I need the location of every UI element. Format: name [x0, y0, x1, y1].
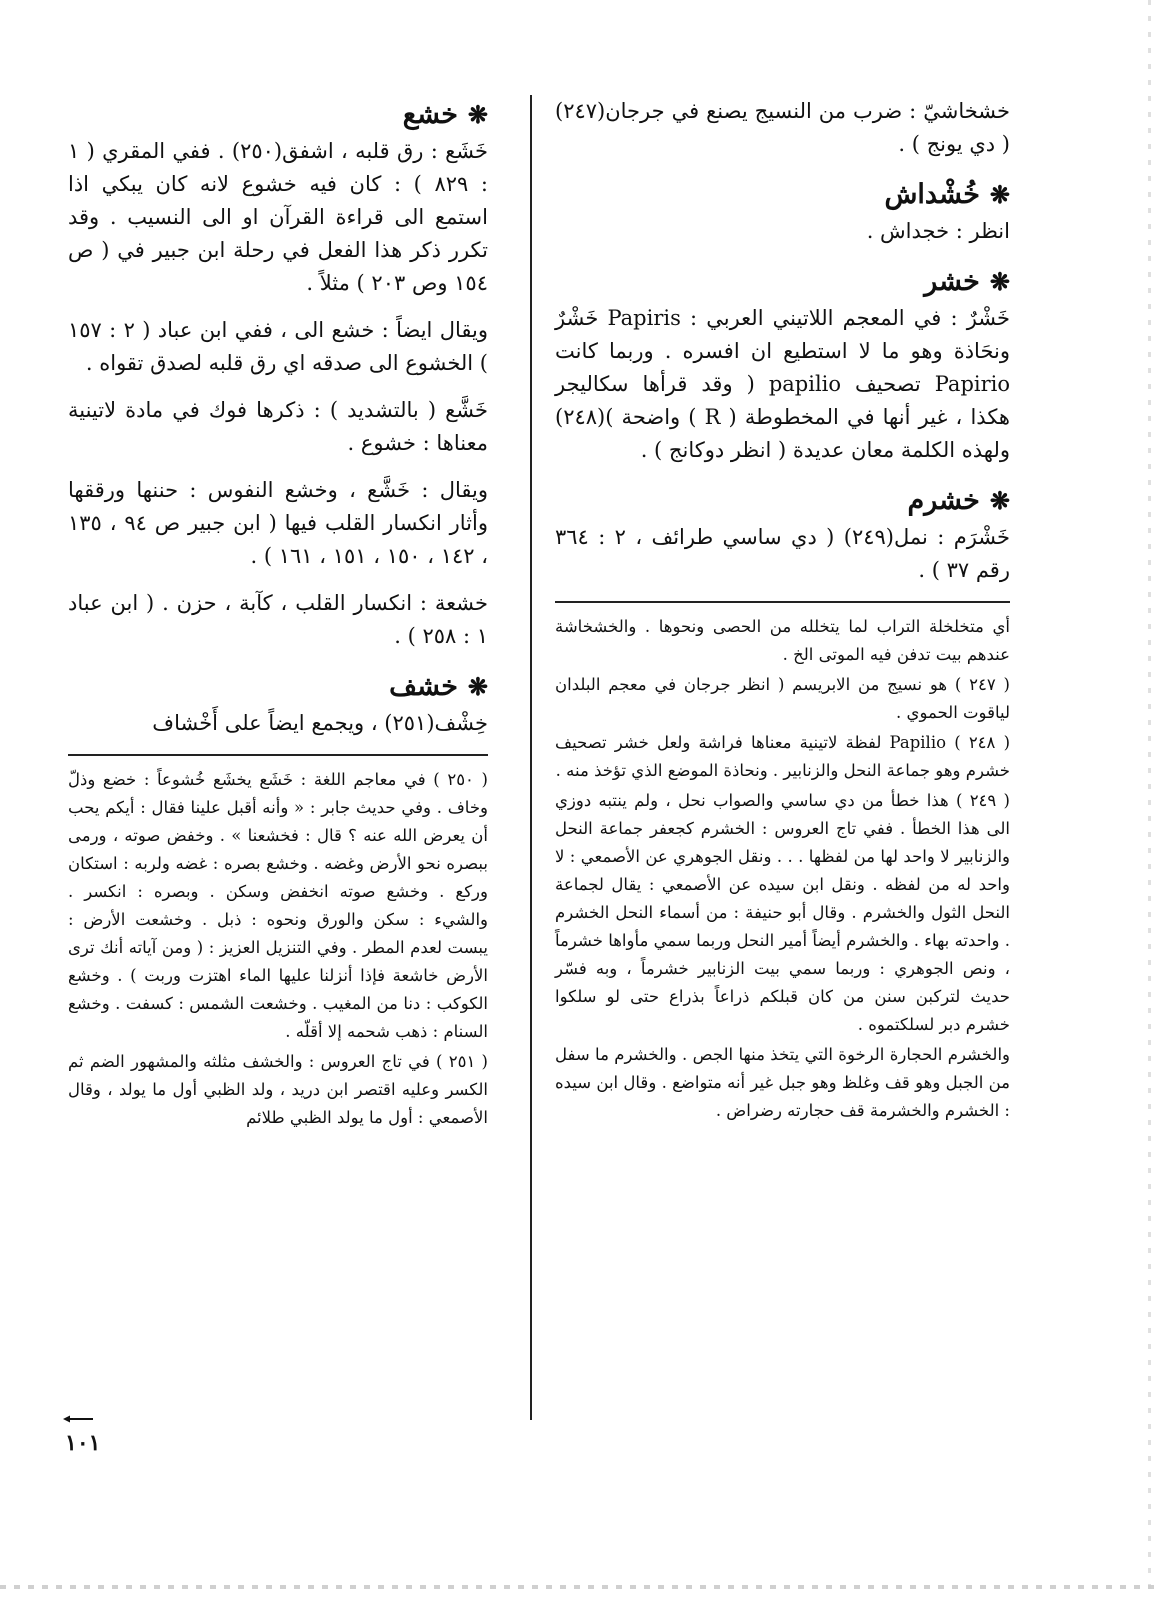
footnote: ( ٢٤٩ ) هذا خطأ من دي ساسي والصواب نحل ، ولم ينتبه دوزي الى هذا الخطأ . ففي تاج العروس : الخشرم كجعفر جماعة النحل والزنابير لا واحد لها من لفظها . . . ونقل الجوهري عن الأصمعي : لا واحد له من لفظه . ونقل ابن سيده عن الأصمعي : يقال لجماعة النحل الثول والخشرم . وقال أبو حنيفة : من أسماء النحل الخشرم . واحدته بهاء . والخشرم أيضاً أمير النحل وربما سمي مأواها خشرماً ، ونص الجوهري : وربما سمي بيت الزنابير خشرماً ، وبه فسّر حديث لتركبن سنن من كان قبلكم ذراعاً بذراع حتى لو سلكوا خشرم دبر لسلكتموه .	[555, 790, 1010, 1034]
asterisk-icon: ❋	[989, 180, 1010, 209]
footnotes-right	[555, 613, 1010, 1125]
entry-text: خَشْرٌ : في المعجم اللاتيني العربي : Papiris خَشْرٌ ونحَاذة وهو ما لا استطيع ان افسره . وربما كانت Papirio تصحيف papilio ( وقد قرأها سكاليجر هكذا ، غير أنها في المخطوطة ( R ) واضحة )(٢٤٨) ولهذه الكلمة معان عديدة ( انظر دوكانج ) .	[555, 306, 1010, 462]
entry-text: خِشْف(٢٥١) ، ويجمع ايضاً على أَخْشاف	[152, 711, 488, 735]
entry-khushdash	[555, 175, 1010, 248]
headword: خشرم	[907, 485, 980, 516]
entry-text: ويقال ايضاً : خشع الى ، ففي ابن عباد ( ٢ : ١٥٧ ) الخشوع الى صدقه اي رق قلبه لصدق تقواه .	[68, 318, 488, 375]
entry-heading	[68, 95, 488, 135]
footnote-divider	[68, 754, 488, 756]
footnote: والخشرم الحجارة الرخوة التي يتخذ منها الجص . والخشرم ما سفل من الجبل وهو قف وغلظ وهو جبل غير أنه متواضع . وقال ابن سيده : الخشرم والخشرمة قف حجارته رضراض .	[555, 1044, 1010, 1120]
entry-text: ويقال : خَشَّع ، وخشع النفوس : حننها ورققها وأثار انكسار القلب فيها ( ابن جبير ص ٩٤ ، ١٣٥ ، ١٤٢ ، ١٥٠ ، ١٥١ ، ١٦١ ) .	[68, 478, 488, 568]
entry-text: خشعة : انكسار القلب ، كآبة ، حزن . ( ابن عباد ١ : ٢٥٨ ) .	[68, 591, 488, 648]
entry-heading	[555, 481, 1010, 521]
entry-khashf	[68, 667, 488, 740]
entry-text: خَشَّع ( بالتشديد ) : ذكرها فوك في مادة لاتينية معناها : خشوع .	[68, 398, 488, 455]
entry-heading	[68, 667, 488, 707]
entry-heading	[555, 262, 1010, 302]
footnote: ( ٢٥٠ ) في معاجم اللغة : خَشَع يخشَع خُشوعاً : خضع وذلّ وخاف . وفي حديث جابر : « وأنه أقبل علينا فقال : أيكم يحب أن يعرض الله عنه ؟ قال : فخشعنا » . وخفض صوته ، ورمى ببصره نحو الأرض وغضه . وخشع بصره : غضه ولربه : استكان وركع . وخشع صوته انخفض وسكن . وبصره : انكسر . والشيء : سكن والورق ونحوه : ذبل . وخشعت الأرض : يبست لعدم المطر . وفي التنزيل العزيز : ( ومن آياته أنك ترى الأرض خاشعة فإذا أنزلنا عليها الماء اهتزت وربت ) . وخشع الكوكب : دنا من المغيب . وخشعت الشمس : كسفت . وخشع السنام : ذهب شحمه إلا أقلّه .	[68, 769, 488, 1041]
asterisk-icon: ❋	[467, 672, 488, 701]
entry-khashram	[555, 481, 1010, 587]
headword: خشر	[924, 266, 980, 297]
intro-paragraph: خشخاشيّ : ضرب من النسيج يصنع في جرجان(٢٤٧) ( دي يونج ) .	[555, 99, 1010, 156]
page-number: ١٠١	[65, 1430, 101, 1456]
asterisk-icon: ❋	[989, 267, 1010, 296]
entry-text: خَشَع : رق قلبه ، اشفق(٢٥٠) . ففي المقري ( ١ : ٨٢٩ ) : كان فيه خشوع لانه كان يبكي اذا استمع الى قراءة القرآن او الى النسيب . وقد تكرر ذكر هذا الفعل في رحلة ابن جبير في ( ص ١٥٤ وص ٢٠٣ ) مثلاً .	[68, 139, 488, 295]
asterisk-icon: ❋	[989, 486, 1010, 515]
footnote-divider	[555, 601, 1010, 603]
right-column	[555, 95, 1010, 1127]
headword: خشف	[389, 671, 458, 702]
footnote: أي متخلخلة التراب لما يتخلله من الحصى ونحوها . والخشخاشة عندهم بيت تدفن فيه الموتى الخ .	[555, 616, 1010, 664]
entry-text: خَشْرَم : نمل(٢٤٩) ( دي ساسي طرائف ، ٢ : ٣٦٤ رقم ٣٧ ) .	[555, 525, 1010, 582]
left-column	[68, 95, 488, 1134]
footnote: ( ٢٥١ ) في تاج العروس : والخشف مثلثه والمشهور الضم ثم الكسر وعليه اقتصر ابن دريد ، ولد الظبي أول ما يولد ، وقال الأصمعي : أول ما يولد الظبي طلائم	[68, 1051, 488, 1127]
scan-side-marks	[1148, 0, 1151, 1599]
entry-text: انظر : خجداش .	[866, 219, 1010, 243]
headword: خُشْداش	[884, 179, 980, 210]
footnote: ( ٢٤٧ ) هو نسيج من الابريسم ( انظر جرجان في معجم البلدان لياقوت الحموي .	[555, 674, 1010, 722]
column-divider	[530, 95, 532, 1420]
entry-heading	[555, 175, 1010, 215]
entry-khashar	[555, 262, 1010, 467]
footnotes-left	[68, 766, 488, 1132]
asterisk-icon: ❋	[467, 100, 488, 129]
continuation-arrow-icon	[63, 1415, 93, 1423]
scan-edge-marks	[0, 1585, 1160, 1589]
footnote: ( ٢٤٨ ) Papilio لفظة لاتينية معناها فراشة ولعل خشر تصحيف خشرم وهو جماعة النحل والزنابير . ونحاذة الموضع الذي تؤخذ منه .	[555, 732, 1011, 780]
headword: خشع	[402, 99, 458, 130]
entry-khasha	[68, 95, 488, 653]
